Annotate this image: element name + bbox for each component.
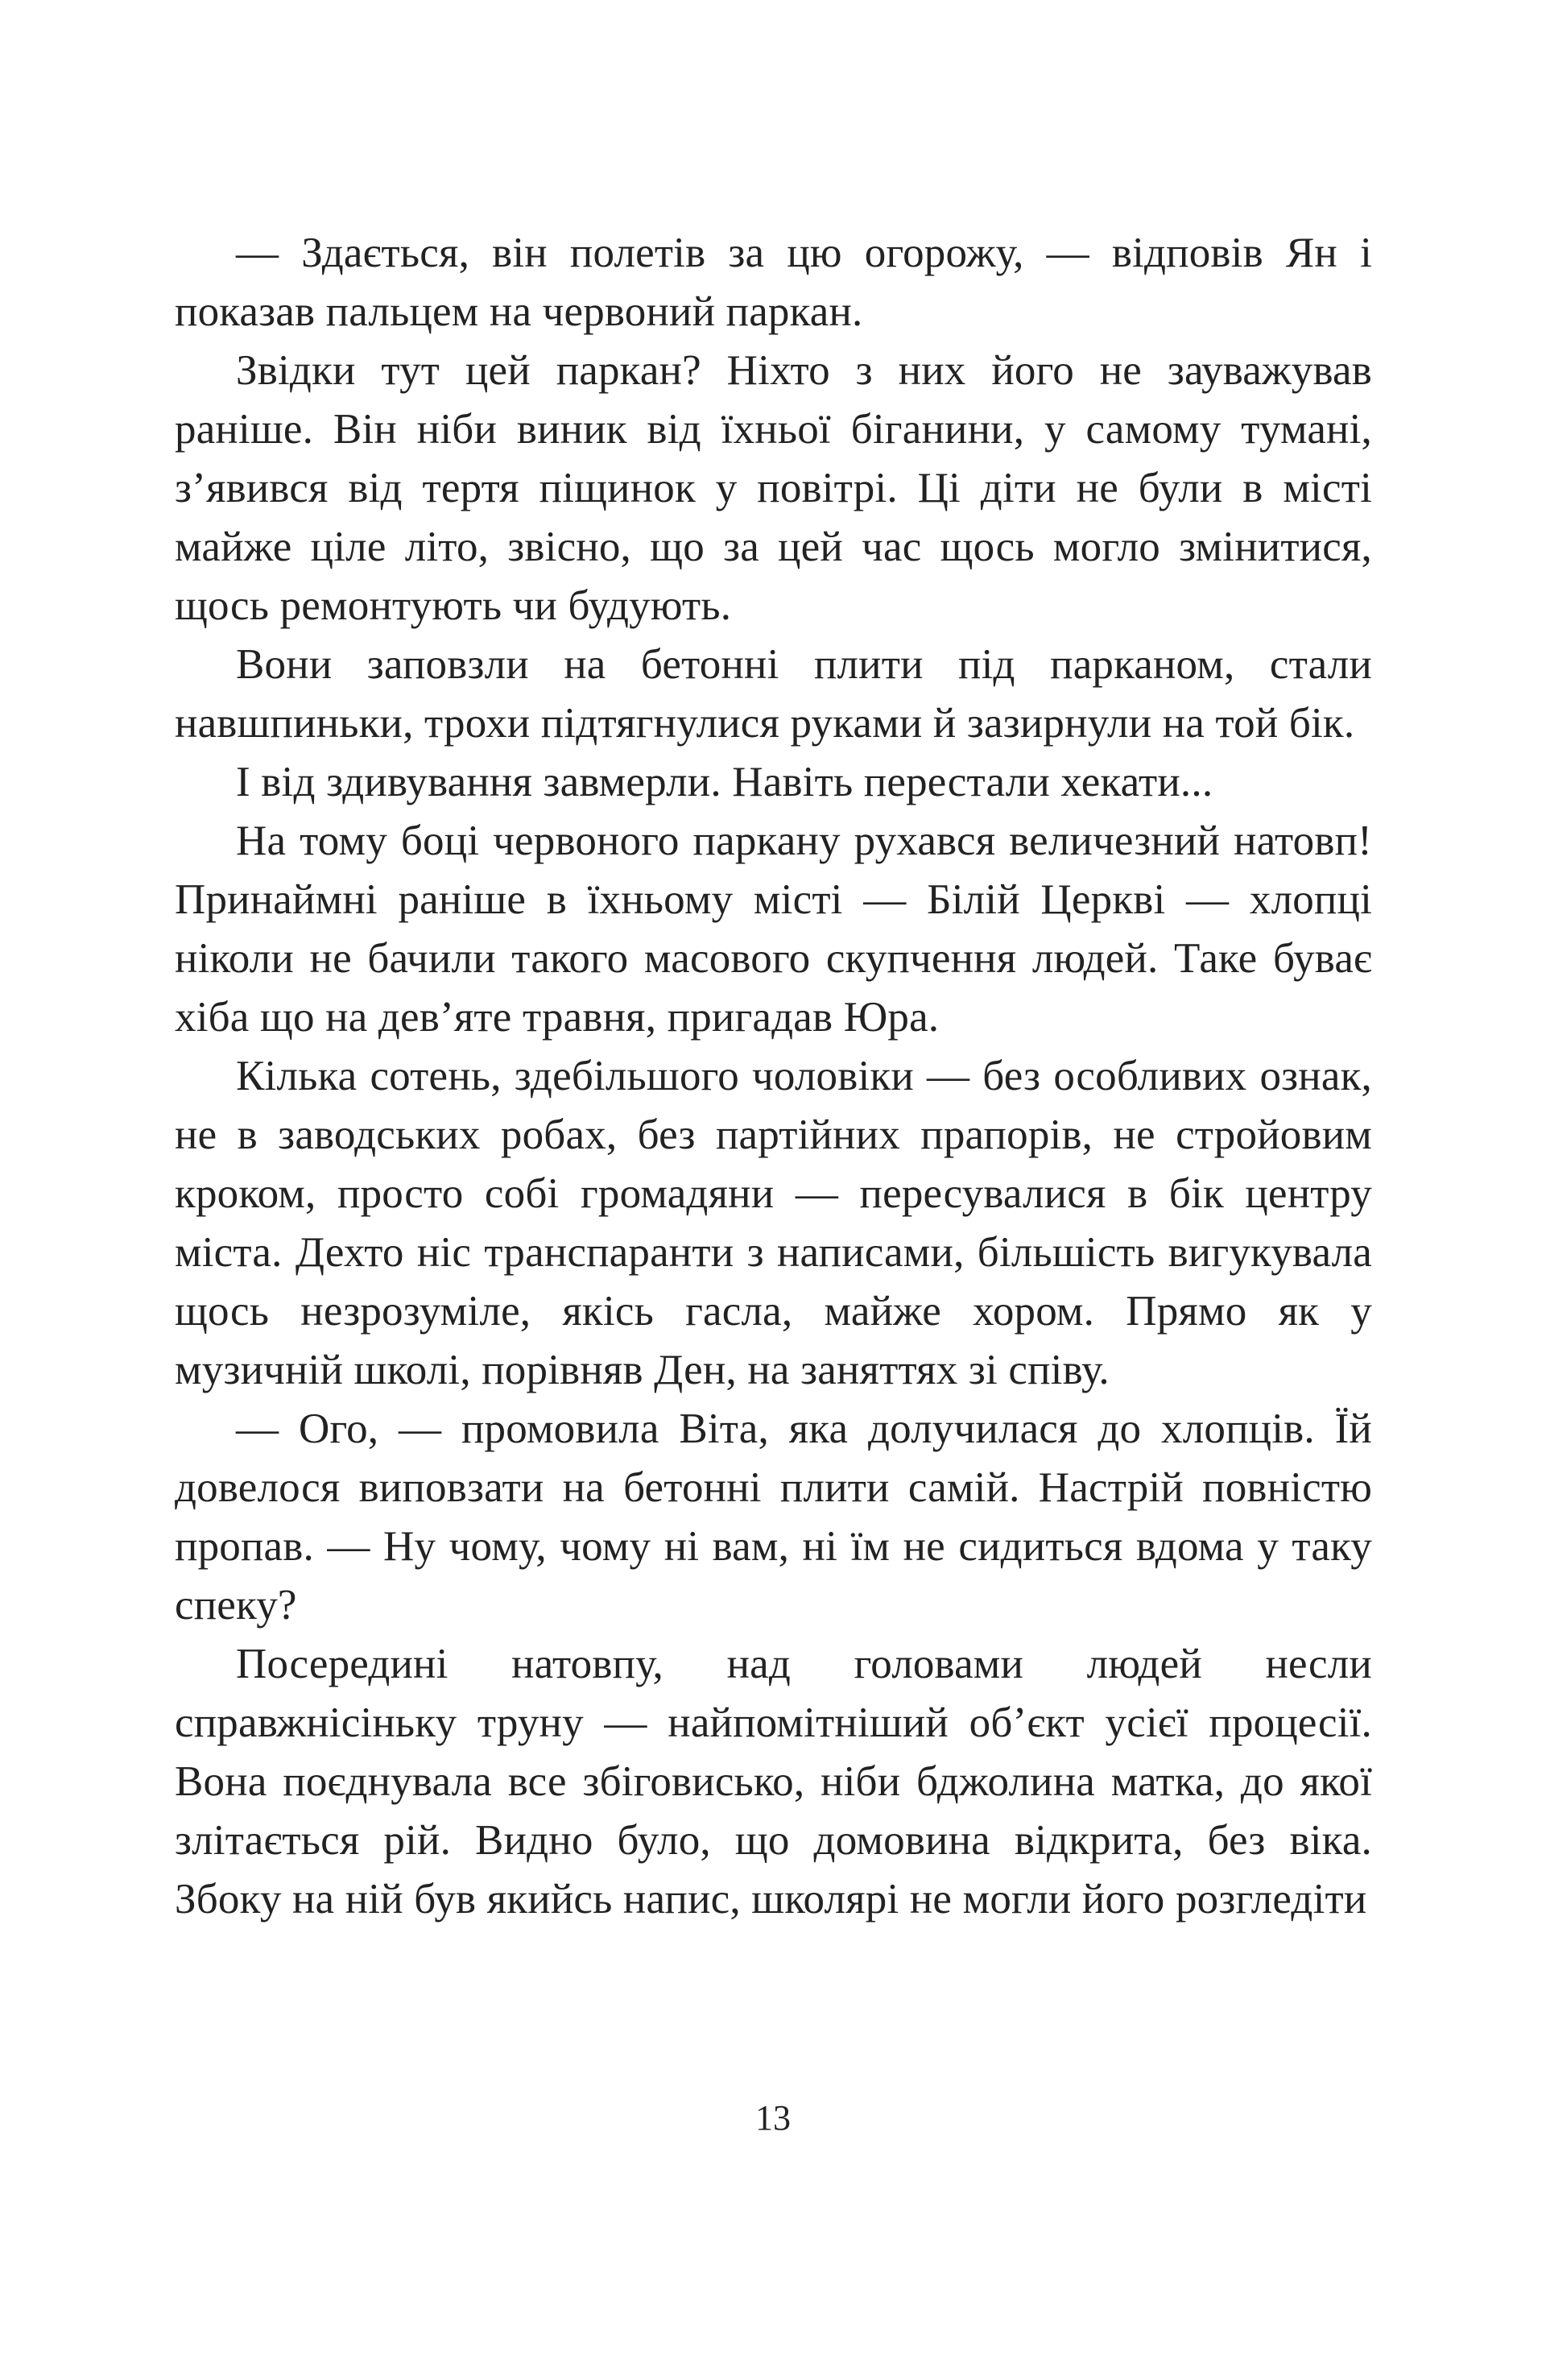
paragraph: На тому боці червоного паркану рухався величезний натовп! Принаймні раніше в їхньому місті — Білій Церкві — хлопці ніколи не бачили такого масового скупчення людей. Таке буває хіба що на дев’яте травня, пригадав Юра. (175, 817, 1372, 1041)
page-text (175, 224, 1372, 1929)
page-number: 13 (755, 2098, 791, 2138)
paragraph: Звідки тут цей паркан? Ніхто з них його не зауважував раніше. Він ніби виник від їхньої біганини, у самому тумані, з’явився від тертя піщинок у повітрі. Ці діти не були в місті майже ціле літо, звісно, що за цей час щось могло змінитися, щось ремонтують чи будують. (175, 347, 1372, 629)
paragraph: Вони заповзли на бетонні плити під парканом, стали навшпиньки, трохи підтягнулися руками й зазирнули на той бік. (175, 641, 1372, 747)
paragraph: — Ого, — промовила Віта, яка долучилася до хлопців. Їй довелося виповзати на бетонні плити самій. Настрій повністю пропав. — Ну чому, чому ні вам, ні їм не сидиться вдома у таку спеку? (175, 1405, 1372, 1629)
paragraph: Кілька сотень, здебільшого чоловіки — без особливих ознак, не в заводських робах, без партійних прапорів, не стройовим кроком, просто собі громадяни — пересувалися в бік центру міста. Дехто ніс транспаранти з написами, більшість вигукувала щось незрозуміле, якісь гасла, майже хором. Прямо як у музичній школі, порівняв Ден, на заняттях зі співу. (175, 1053, 1372, 1393)
paragraph: Посередині натовпу, над головами людей несли справжнісіньку труну — найпомітніший об’єкт усієї процесії. Вона поєднувала все збіговисько, ніби бджолина матка, до якої злітається рій. Видно було, що домовина відкрита, без віка. Збоку на ній був якийсь напис, школярі не могли його розгледіти (175, 1641, 1372, 1923)
paragraph: — Здається, він полетів за цю огорожу, — відповів Ян і показав пальцем на червоний паркан. (175, 230, 1372, 335)
paragraph: І від здивування завмерли. Навіть перестали хекати... (236, 759, 1213, 805)
